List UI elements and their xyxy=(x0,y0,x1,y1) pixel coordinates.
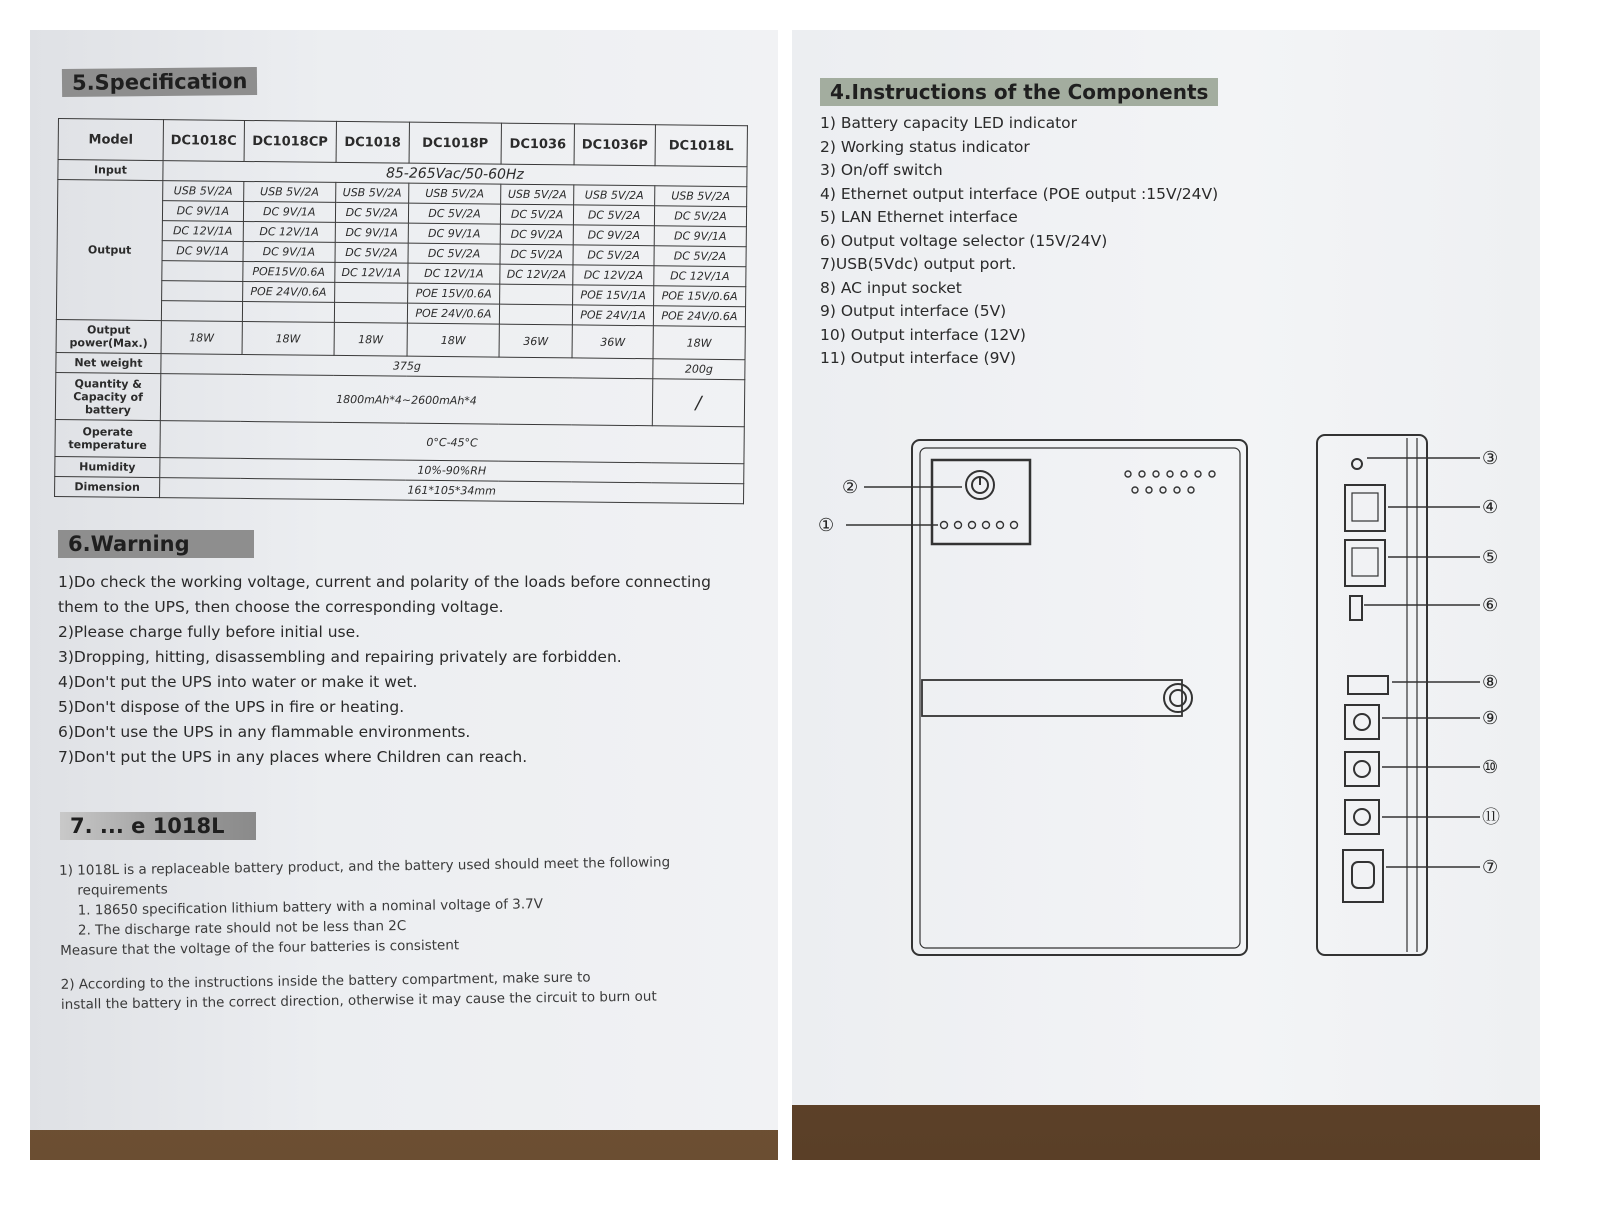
warning-line: 3)Dropping, hitting, disassembling and repairing privately are forbidden. xyxy=(58,648,622,666)
note-line: requirements xyxy=(77,881,168,899)
ethernet-poe-port xyxy=(1345,485,1385,531)
dc-9v-port xyxy=(1345,800,1379,834)
onoff-switch-icon xyxy=(1352,459,1362,469)
output-cell xyxy=(334,282,407,303)
callout-8: ⑧ xyxy=(1482,672,1499,693)
power-cell: 18W xyxy=(334,322,408,356)
component-item: 10) Output interface (12V) xyxy=(820,325,1026,344)
callout-7: ⑦ xyxy=(1482,857,1499,878)
output-cell xyxy=(500,284,573,305)
component-item: 9) Output interface (5V) xyxy=(820,302,1007,320)
callout-3: ③ xyxy=(1482,448,1499,469)
header-cell: DC1018 xyxy=(336,121,410,163)
battery-label: Quantity & Capacity of battery xyxy=(55,372,160,420)
output-cell xyxy=(499,304,572,325)
output-cell: POE 24V/0.6A xyxy=(407,303,499,324)
battery-l: / xyxy=(652,379,745,427)
output-cell: DC 9V/1A xyxy=(243,241,335,262)
note-line: Measure that the voltage of the four batteries is consistent xyxy=(60,937,460,959)
note-line: 2. The discharge rate should not be less than 2C xyxy=(77,918,407,939)
note-title: 7. ... e 1018L xyxy=(60,812,256,840)
output-cell: DC 5V/2A xyxy=(335,242,408,263)
component-item: 4) Ethernet output interface (POE output :15V/24V) xyxy=(820,184,1219,203)
dimension-value: 161*105*34mm xyxy=(160,478,744,504)
weight-l: 200g xyxy=(653,359,745,380)
warning-line: 2)Please charge fully before initial use. xyxy=(58,623,361,641)
output-cell xyxy=(242,301,334,322)
output-cell: USB 5V/2A xyxy=(655,186,747,207)
voltage-selector xyxy=(1350,596,1362,620)
component-item: 7)USB(5Vdc) output port. xyxy=(820,255,1017,273)
power-cell: 36W xyxy=(499,324,573,358)
note-line: 1. 18650 specification lithium battery with a nominal voltage of 3.7V xyxy=(77,896,544,919)
output-cell: DC 5V/2A xyxy=(574,205,655,226)
left-paper xyxy=(30,30,778,1130)
ups-front-view xyxy=(846,440,1247,955)
component-item: 8) AC input socket xyxy=(820,278,962,297)
ups-diagram xyxy=(792,30,1540,1105)
power-label: Output power(Max.) xyxy=(56,319,161,353)
output-cell: DC 9V/1A xyxy=(335,222,408,243)
component-item: 2) Working status indicator xyxy=(820,137,1030,156)
output-cell: POE 15V/0.6A xyxy=(408,283,500,304)
output-cell: USB 5V/2A xyxy=(501,184,574,205)
specification-table xyxy=(54,118,748,504)
warning-line: 4)Don't put the UPS into water or make it wet. xyxy=(58,673,418,691)
temperature-label: Operate temperature xyxy=(55,419,160,457)
weight-main: 375g xyxy=(161,354,653,379)
header-cell: Model xyxy=(58,119,163,161)
output-cell: DC 9V/1A xyxy=(162,241,243,262)
power-cell: 18W xyxy=(407,323,499,357)
warning-line: 7)Don't put the UPS in any places where Children can reach. xyxy=(58,748,528,766)
components-title: 4.Instructions of the Components xyxy=(820,78,1218,106)
dc-5v-port xyxy=(1345,705,1379,739)
component-item: 5) LAN Ethernet interface xyxy=(820,208,1018,226)
output-cell xyxy=(162,261,243,282)
note-block xyxy=(59,851,761,1015)
output-cell xyxy=(161,301,242,322)
output-cell: DC 5V/2A xyxy=(408,243,500,264)
output-cell: DC 12V/1A xyxy=(335,262,408,283)
ac-input-socket xyxy=(1343,850,1383,902)
output-cell: DC 5V/2A xyxy=(500,244,573,265)
note-line: 2) According to the instructions inside the battery compartment, make sure to xyxy=(60,969,591,993)
usb-port xyxy=(1348,676,1388,694)
output-cell: USB 5V/2A xyxy=(243,181,335,202)
output-cell: POE 24V/1A xyxy=(573,305,654,326)
output-cell: DC 5V/2A xyxy=(500,204,573,225)
header-cell: DC1036P xyxy=(574,124,655,166)
output-rows xyxy=(56,180,746,327)
callout-4: ④ xyxy=(1482,497,1499,518)
humidity-label: Humidity xyxy=(55,456,160,477)
power-cell: 36W xyxy=(572,325,653,359)
output-cell: DC 5V/2A xyxy=(654,206,746,227)
table-header-row xyxy=(58,119,747,167)
output-cell: USB 5V/2A xyxy=(574,185,655,206)
warning-line: 6)Don't use the UPS in any flammable environments. xyxy=(58,723,471,741)
warning-line: 1)Do check the working voltage, current and polarity of the loads before connecting xyxy=(58,573,711,591)
lan-port xyxy=(1345,540,1385,586)
callout-5: ⑤ xyxy=(1482,547,1499,568)
callout-10: ⑩ xyxy=(1482,757,1499,778)
header-cell: DC1018L xyxy=(655,125,748,167)
dc-12v-port xyxy=(1345,752,1379,786)
header-cell: DC1018C xyxy=(163,120,244,162)
output-cell: DC 12V/2A xyxy=(573,265,654,286)
humidity-value: 10%-90%RH xyxy=(160,458,744,484)
output-cell: DC 5V/2A xyxy=(573,245,654,266)
right-page-photo xyxy=(792,30,1540,1160)
output-cell: USB 5V/2A xyxy=(335,182,408,203)
input-label: Input xyxy=(58,160,163,181)
output-cell: POE 15V/1A xyxy=(573,285,654,306)
output-cell: DC 9V/1A xyxy=(243,201,335,222)
left-page-photo xyxy=(30,30,778,1160)
warning-line: them to the UPS, then choose the corresponding voltage. xyxy=(58,598,504,616)
right-paper xyxy=(792,30,1540,1105)
power-cell: 18W xyxy=(161,321,242,355)
output-cell: DC 12V/2A xyxy=(500,264,573,285)
callout-2: ② xyxy=(842,477,859,498)
power-cell: 18W xyxy=(242,321,334,355)
output-cell xyxy=(334,302,407,323)
weight-label: Net weight xyxy=(56,352,161,373)
output-cell: USB 5V/2A xyxy=(163,181,244,202)
callout-9: ⑨ xyxy=(1482,708,1499,729)
power-cell: 18W xyxy=(653,326,745,360)
specification-title: 5.Specification xyxy=(62,67,258,97)
battery-row xyxy=(55,372,744,426)
input-value: 85-265Vac/50-60Hz xyxy=(163,161,747,187)
temperature-value: 0°C-45°C xyxy=(160,421,744,464)
output-cell: DC 5V/2A xyxy=(654,246,746,267)
callout-6: ⑥ xyxy=(1482,595,1499,616)
callout-1: ① xyxy=(818,515,835,536)
header-cell: DC1018CP xyxy=(244,120,336,162)
output-cell: POE 15V/0.6A xyxy=(653,286,745,307)
header-cell: DC1018P xyxy=(409,122,501,164)
output-cell: DC 9V/2A xyxy=(573,225,654,246)
output-cell: DC 5V/2A xyxy=(408,203,500,224)
note-line: install the battery in the correct direction, otherwise it may cause the circuit to burn out xyxy=(60,988,657,1013)
output-cell: DC 9V/1A xyxy=(162,201,243,222)
component-item: 3) On/off switch xyxy=(820,161,943,179)
output-cell xyxy=(162,281,243,302)
output-cell: DC 12V/1A xyxy=(654,266,746,287)
output-cell: POE 24V/0.6A xyxy=(242,281,334,302)
output-cell: POE 24V/0.6A xyxy=(653,306,745,327)
output-label: Output xyxy=(56,180,162,321)
warning-list xyxy=(58,570,768,770)
output-cell: DC 5V/2A xyxy=(335,202,408,223)
output-cell: DC 9V/1A xyxy=(408,223,500,244)
output-cell: DC 12V/1A xyxy=(408,263,500,284)
header-cell: DC1036 xyxy=(501,123,575,165)
warning-title: 6.Warning xyxy=(58,530,254,558)
output-cell: USB 5V/2A xyxy=(409,183,501,204)
note-line: 1) 1018L is a replaceable battery product, and the battery used should meet the following xyxy=(58,854,671,879)
ups-side-view xyxy=(1317,435,1480,955)
component-item: 6) Output voltage selector (15V/24V) xyxy=(820,231,1108,250)
output-cell: DC 9V/2A xyxy=(500,224,573,245)
component-item: 11) Output interface (9V) xyxy=(820,349,1017,367)
output-cell: DC 12V/1A xyxy=(243,221,335,242)
output-cell: POE15V/0.6A xyxy=(243,261,335,282)
output-cell: DC 9V/1A xyxy=(654,226,746,247)
callout-11: ⑪ xyxy=(1482,807,1500,828)
warning-line: 5)Don't dispose of the UPS in fire or heating. xyxy=(58,698,405,716)
battery-main: 1800mAh*4~2600mAh*4 xyxy=(160,374,652,426)
output-cell: DC 12V/1A xyxy=(162,221,243,242)
dimension-label: Dimension xyxy=(55,476,160,497)
component-item: 1) Battery capacity LED indicator xyxy=(820,114,1078,132)
